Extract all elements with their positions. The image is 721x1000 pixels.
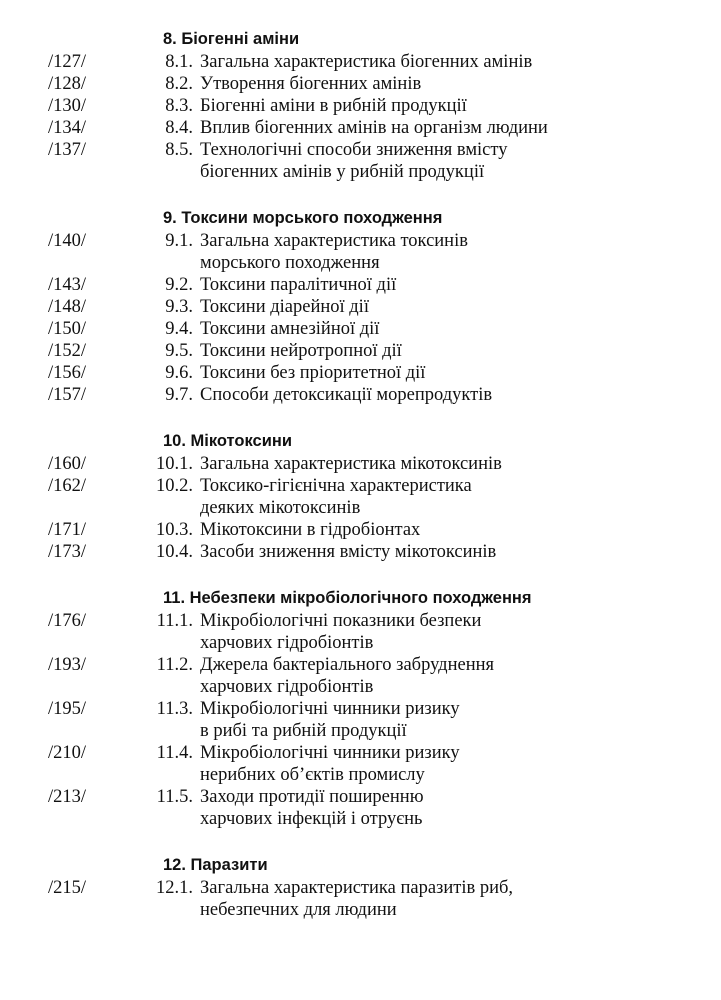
toc-section [0,28,721,183]
subsection-number: 10.3. [156,520,193,540]
subsection-title [200,73,721,95]
page-number: /152/ [48,341,87,361]
page-number: /176/ [48,611,87,631]
title-line: Токсини амнезійної дії [200,319,380,339]
subsection-number: 8.4. [165,118,193,138]
subsection-number: 8.3. [165,96,193,116]
subsection-title [200,742,721,786]
page-number: /213/ [48,787,87,807]
toc-entry [0,698,721,742]
subsection-number: 11.3. [156,699,193,719]
toc-entry [0,453,721,475]
toc-entry [0,318,721,340]
subsection-number: 11.1. [156,611,193,631]
subsection-number: 9.7. [165,385,193,405]
toc-entry [0,610,721,654]
title-line: небезпечних для людини [200,900,397,920]
page-number: /157/ [48,385,87,405]
title-line: Токсини діарейної дії [200,297,369,317]
subsection-title [200,274,721,296]
toc-section [0,854,721,921]
subsection-title [200,340,721,362]
title-line: Технологічні способи зниження вмісту [200,140,508,160]
title-line: Токсини нейротропної дії [200,341,402,361]
subsection-number: 11.2. [156,655,193,675]
title-line: Токсини без пріоритетної дії [200,363,426,383]
toc-section [0,207,721,406]
title-line: Утворення біогенних амінів [200,74,422,94]
subsection-title [200,541,721,563]
title-line: Мікробіологічні чинники ризику [200,699,460,719]
subsection-title [200,384,721,406]
page-number: /148/ [48,297,87,317]
subsection-number: 12.1. [156,878,193,898]
subsection-number: 10.2. [156,476,193,496]
subsection-number: 8.1. [165,52,193,72]
title-line: Токсико-гігієнічна характеристика [200,476,472,496]
toc-entry [0,384,721,406]
page-number: /171/ [48,520,87,540]
subsection-number: 11.5. [156,787,193,807]
section-heading: 9. Токсини морського походження [163,209,443,227]
toc-section [0,430,721,563]
title-line: Засоби зниження вмісту мікотоксинів [200,542,497,562]
page-number: /162/ [48,476,87,496]
title-line: Загальна характеристика токсинів [200,231,468,251]
subsection-number: 10.1. [156,454,193,474]
title-line: Джерела бактеріального забруднення [200,655,495,675]
subsection-number: 8.5. [165,140,193,160]
title-line: харчових гідробіонтів [200,677,374,697]
title-line: в рибі та рибній продукції [200,721,407,741]
toc-entry [0,475,721,519]
subsection-title [200,654,721,698]
subsection-title [200,51,721,73]
title-line: Мікробіологічні показники безпеки [200,611,482,631]
subsection-number: 9.6. [165,363,193,383]
page-number: /160/ [48,454,87,474]
subsection-title [200,139,721,183]
page-number: /215/ [48,878,87,898]
title-line: Загальна характеристика паразитів риб, [200,878,514,898]
toc-entry [0,230,721,274]
page-number: /140/ [48,231,87,251]
subsection-title [200,230,721,274]
toc-entry [0,654,721,698]
toc-entry [0,139,721,183]
subsection-number: 9.2. [165,275,193,295]
title-line: деяких мікотоксинів [200,498,361,518]
page-number: /210/ [48,743,87,763]
subsection-number: 9.5. [165,341,193,361]
subsection-title [200,610,721,654]
toc-entry [0,296,721,318]
subsection-title [200,296,721,318]
toc-entry [0,51,721,73]
section-heading: 10. Мікотоксини [163,432,292,450]
subsection-number: 8.2. [165,74,193,94]
title-line: Вплив біогенних амінів на організм людини [200,118,548,138]
toc-entry [0,73,721,95]
title-line: Заходи протидії поширенню [200,787,424,807]
subsection-number: 9.3. [165,297,193,317]
page-number: /150/ [48,319,87,339]
title-line: нерибних об’єктів промислу [200,765,425,785]
subsection-title [200,877,721,921]
title-line: біогенних амінів у рибній продукції [200,162,485,182]
subsection-title [200,318,721,340]
toc-entry [0,541,721,563]
section-heading: 8. Біогенні аміни [163,30,300,48]
subsection-number: 9.4. [165,319,193,339]
table-of-contents [0,28,721,921]
toc-entry [0,117,721,139]
subsection-number: 9.1. [165,231,193,251]
subsection-number: 11.4. [156,743,193,763]
subsection-title [200,117,721,139]
subsection-number: 10.4. [156,542,193,562]
page-number: /137/ [48,140,87,160]
toc-section [0,587,721,830]
title-line: харчових гідробіонтів [200,633,374,653]
toc-entry [0,786,721,830]
subsection-title [200,519,721,541]
page-number: /143/ [48,275,87,295]
page-number: /156/ [48,363,87,383]
toc-entry [0,95,721,117]
subsection-title [200,453,721,475]
title-line: Способи детоксикації морепродуктів [200,385,493,405]
subsection-title [200,362,721,384]
page-number: /173/ [48,542,87,562]
section-heading: 12. Паразити [163,856,268,874]
subsection-title [200,95,721,117]
title-line: Токсини паралітичної дії [200,275,397,295]
section-heading: 11. Небезпеки мікробіологічного походження [163,589,532,607]
toc-entry [0,274,721,296]
page-number: /128/ [48,74,87,94]
toc-entry [0,519,721,541]
title-line: Загальна характеристика біогенних амінів [200,52,533,72]
title-line: Загальна характеристика мікотоксинів [200,454,502,474]
toc-entry [0,742,721,786]
title-line: морського походження [200,253,380,273]
toc-entry [0,340,721,362]
toc-entry [0,362,721,384]
page-number: /127/ [48,52,87,72]
title-line: харчових інфекцій і отруєнь [200,809,423,829]
subsection-title [200,698,721,742]
page-number: /195/ [48,699,87,719]
toc-entry [0,877,721,921]
title-line: Мікотоксини в гідробіонтах [200,520,421,540]
title-line: Мікробіологічні чинники ризику [200,743,460,763]
page-number: /130/ [48,96,87,116]
subsection-title [200,786,721,830]
page-number: /134/ [48,118,87,138]
title-line: Біогенні аміни в рибній продукції [200,96,467,116]
subsection-title [200,475,721,519]
page-number: /193/ [48,655,87,675]
